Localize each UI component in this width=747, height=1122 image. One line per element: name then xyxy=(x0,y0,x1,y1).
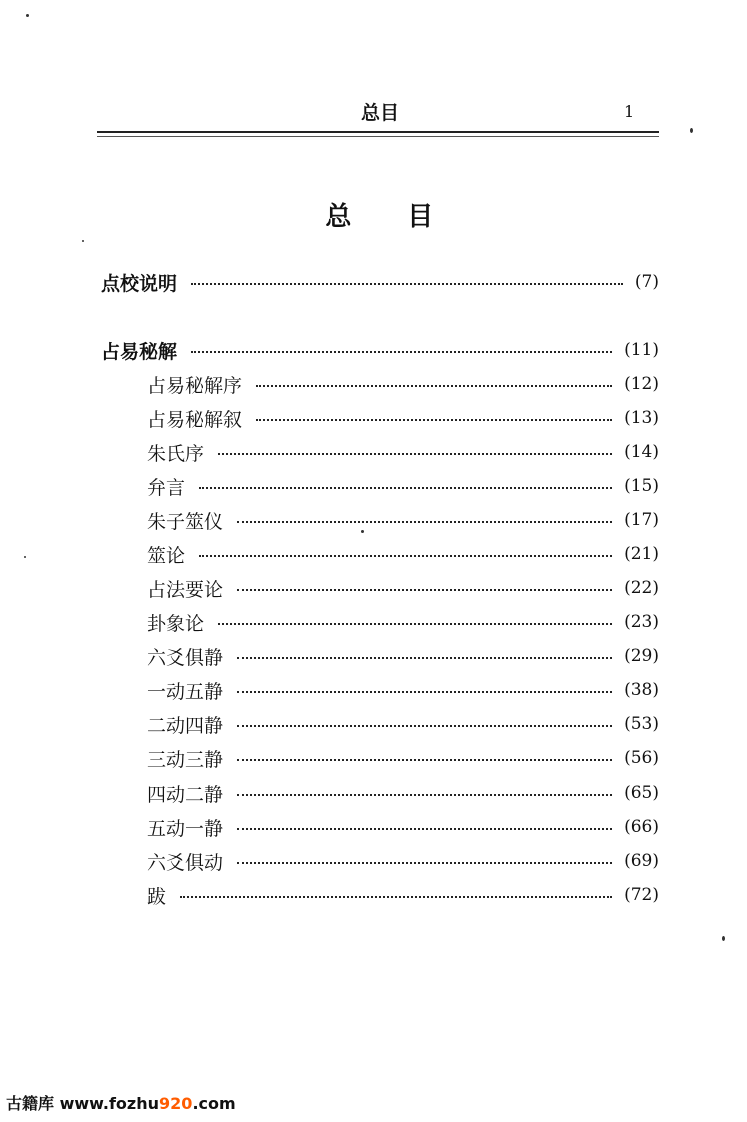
toc-entry-title: 朱氏序 xyxy=(147,442,205,465)
header-rule xyxy=(97,131,659,133)
toc-entry-title: 朱子筮仪 xyxy=(147,510,224,533)
scan-speck xyxy=(24,556,26,558)
dot-leader xyxy=(199,487,612,489)
dot-leader xyxy=(199,555,612,557)
toc-entry-title: 六爻俱动 xyxy=(147,851,224,874)
toc-entry-page: (17) xyxy=(624,510,659,530)
watermark-suffix: .com xyxy=(192,1094,236,1113)
dot-leader xyxy=(237,589,612,591)
toc-entry-page: (29) xyxy=(624,646,659,666)
toc-entry-page: (14) xyxy=(624,442,659,462)
dot-leader xyxy=(237,828,612,830)
toc-entry xyxy=(147,506,659,534)
toc-entry xyxy=(147,574,659,602)
header-rule-thin xyxy=(97,136,659,137)
toc-entry-title: 筮论 xyxy=(147,544,186,567)
toc-entry xyxy=(147,779,659,807)
toc-entry-title: 占易秘解叙 xyxy=(147,408,243,431)
toc-entry-page: (69) xyxy=(624,851,659,871)
watermark-accent: 920 xyxy=(159,1094,193,1113)
scan-speck xyxy=(361,530,364,533)
dot-leader xyxy=(237,521,612,523)
toc-entry xyxy=(147,710,659,738)
dot-leader xyxy=(237,691,612,693)
toc-entry-page: (23) xyxy=(624,612,659,632)
toc-entry xyxy=(147,813,659,841)
toc-entry xyxy=(147,676,659,704)
watermark-prefix: 古籍库 www.fozhu xyxy=(6,1094,160,1113)
toc-entry-title: 二动四静 xyxy=(147,714,224,737)
toc-entry xyxy=(147,540,659,568)
dot-leader xyxy=(191,283,623,285)
toc-entry-title: 占法要论 xyxy=(147,578,224,601)
scan-speck xyxy=(82,240,84,242)
toc-entry-title: 四动二静 xyxy=(147,783,224,806)
site-watermark xyxy=(6,1091,236,1114)
toc-entry xyxy=(147,472,659,500)
toc-entry xyxy=(147,847,659,875)
dot-leader xyxy=(180,896,612,898)
toc-entry-page: (21) xyxy=(624,544,659,564)
toc-entry xyxy=(101,336,659,364)
dot-leader xyxy=(218,623,612,625)
scan-speck xyxy=(26,14,29,17)
toc-entry xyxy=(147,404,659,432)
toc-entry-page: (53) xyxy=(624,714,659,734)
dot-leader xyxy=(237,794,612,796)
toc-entry-page: (22) xyxy=(624,578,659,598)
toc-entry-page: (15) xyxy=(624,476,659,496)
toc-entry xyxy=(147,608,659,636)
dot-leader xyxy=(256,419,612,421)
page-number: 1 xyxy=(624,102,635,121)
dot-leader xyxy=(237,759,612,761)
toc-entry-title: 六爻俱静 xyxy=(147,646,224,669)
toc-entry-page: (72) xyxy=(624,885,659,905)
dot-leader xyxy=(237,657,612,659)
toc-entry xyxy=(147,642,659,670)
scan-speck xyxy=(690,128,693,133)
toc-entry-title: 占易秘解序 xyxy=(147,374,243,397)
scan-speck xyxy=(722,936,725,941)
toc-entry-page: (12) xyxy=(624,374,659,394)
toc-entry-title: 占易秘解 xyxy=(101,340,178,363)
toc-entry-title: 三动三静 xyxy=(147,748,224,771)
dot-leader xyxy=(256,385,612,387)
toc-entry xyxy=(147,744,659,772)
toc-entry xyxy=(147,370,659,398)
toc-entry-page: (66) xyxy=(624,817,659,837)
toc-entry-page: (11) xyxy=(624,340,659,360)
dot-leader xyxy=(237,725,612,727)
main-title: 总 目 xyxy=(325,202,435,232)
page-header-title: 总目 xyxy=(360,102,399,124)
dot-leader xyxy=(191,351,612,353)
dot-leader xyxy=(237,862,612,864)
toc-entry-page: (65) xyxy=(624,783,659,803)
toc-entry-page: (38) xyxy=(624,680,659,700)
toc-entry-title: 五动一静 xyxy=(147,817,224,840)
toc-entry-page: (13) xyxy=(624,408,659,428)
toc-entry-title: 弁言 xyxy=(147,476,186,499)
toc-entry-title: 一动五静 xyxy=(147,680,224,703)
toc-entry-page: (56) xyxy=(624,748,659,768)
dot-leader xyxy=(218,453,612,455)
toc-entry-title: 跋 xyxy=(147,885,167,908)
toc-entry xyxy=(101,268,659,296)
toc-entry xyxy=(147,438,659,466)
toc-entry-title: 点校说明 xyxy=(101,272,178,295)
toc-entry xyxy=(147,881,659,909)
toc-entry-title: 卦象论 xyxy=(147,612,205,635)
toc-entry-page: (7) xyxy=(634,272,659,292)
